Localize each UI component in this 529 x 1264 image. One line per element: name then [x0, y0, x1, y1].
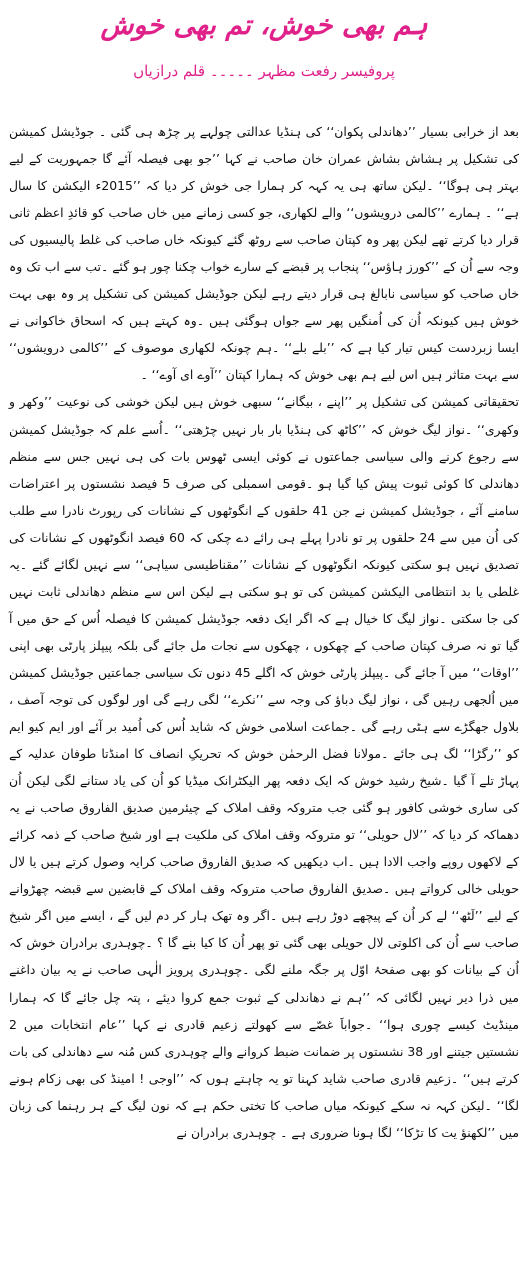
article-byline: پروفیسر رفعت مظہر ۔۔۔۔۔ قلم درازیاں — [133, 62, 395, 80]
article-headline: ہم بھی خوش، تم بھی خوش — [100, 10, 428, 41]
article-paragraph: تحقیقاتی کمیشن کی تشکیل پر ’’اپنے ، بیگانے‘‘ سبھی خوش ہیں لیکن خوشی کی نوعیت ’’وکھر و وکھری‘‘ ۔نواز لیگ خوش کہ ’’کاٹھ کی ہنڈیا بار بار نہیں چڑھتی‘‘ ۔اُسے علم کہ جوڈیشل کمیشن سے رجوع کرنے والی سیاسی جماعتوں نے کوئی ایسی ٹھوس بات کی ہی نہیں جس سے منظم دھاندلی کا کوئی ثبوت پیش کیا گیا ہو ۔قومی اسمبلی کی صرف 5 فیصد نشستوں پر اعتراضات سامنے آئے ، جوڈیشل کمیشن نے جن 41 حلقوں کے انگوٹھوں کے نشانات کی رپورٹ نادرا سے طلب کی اُن میں سے 24 حلقوں پر تو نادرا پہلے ہی رائے دے چکی کہ 60 فیصد انگوٹھوں کے نشانات کی تصدیق نہیں ہو سکتی کیونکہ انگوٹھوں کے نشانات ’’مقناطیسی سیاہی‘‘ سے نہیں لگائے گئے ۔یہ غلطی یا بد انتظامی الیکشن کمیشن کی تو ہو سکتی ہے لیکن اس سے منظم دھاندلی ثابت نہیں کی جا سکتی ۔نواز لیگ کا خیال ہے کہ اگر ایک دفعہ جوڈیشل کمیشن کا فیصلہ اُس کے حق میں آ گیا تو نہ صرف کپتان صاحب کے چھکوں ، چھکوں سے نجات مل جائے گی بلکہ پیپلز پارٹی بھی اپنی ’’اوقات‘‘ میں آ جائے گی ۔پیپلز پارٹی خوش کہ اگلے 45 دنوں تک سیاسی جماعتیں جوڈیشل کمیشن میں اُلجھی رہیں گی ، نواز لیگ دباؤ کی وجہ سے ’’نکرے‘‘ لگی رہے گی اور لوگوں کی توجہ آصف ، بلاول جھگڑے سے ہٹی رہے گی ۔جماعت اسلامی خوش کہ شاید اُس کی اُمید بر آئے اور ایم کیو ایم کو ’’رگڑا‘‘ لگ ہی جائے ۔مولانا فضل الرحمٰن خوش کہ تحریکِ انصاف کا امنڈتا طوفان عدلیہ کے پہاڑ تلے آ گیا ۔شیخ رشید خوش کہ ایک دفعہ پھر الیکٹرانک میڈیا کو اُن کی یاد ستانے لگی لیکن اُن کی ساری خوشی کافور ہو گئی جب متروکہ وقف املاک کے چیئرمین صدیق الفاروق صاحب نے یہ دھماکہ کر دیا کہ ’’لال حویلی‘‘ تو متروکہ وقف املاک کی ملکیت ہے اور شیخ صاحب کے ذمہ کرائے کے لاکھوں روپے واجب الادا ہیں ۔اب دیکھیں کہ صدیق الفاروق صاحب کرایہ وصول کرتے ہیں یا لال حویلی خالی کرواتے ہیں ۔صدیق الفاروق صاحب متروکہ وقف املاک کے قابضین سے قبضہ چھڑوانے کے لیے ’’لَٹھ‘‘ لے کر اُن کے پیچھے دوڑ رہے ہیں ۔اگر وہ تھک ہار کر دم لیں گے ، ایسے میں اگر شیخ صاحب سے اُن کی اکلوتی لال حویلی بھی گئی تو پھر اُن کا کیا بنے گا ؟ ۔چوہدری برادران خوش کہ اُن کے بیانات کو بھی صفحۂ اوّل پر جگہ ملنے لگی ۔چوہدری پرویز الٰہی صاحب نے یہ بیان داغنے میں ذرا دیر نہیں لگائی کہ ’’ہم نے دھاندلی کے ثبوت جمع کروا دیئے ، پتہ چل جائے گا کہ ہمارا مینڈیٹ کیسے چوری ہوا‘‘ ۔جواباََ غصّے سے کھولتے زعیم قادری نے کہا ’’عام انتخابات میں 2 نشستیں جیتنے اور 38 نشستوں پر ضمانت ضبط کروانے والے چوہدری کس مُنہ سے دھاندلی کی بات کرتے ہیں‘‘ ۔زعیم قادری صاحب شاید کہنا تو یہ چاہتے ہوں کہ ’’اوجی ! امینڈ کی بھی زکام ہونے لگا‘‘ ۔لیکن کہہ نہ سکے کیونکہ میاں صاحب کا تختی حکم ہے کہ نون لیگ کے ہر رہنما کی زبان میں ’’لکھنؤ یت کا تڑکا‘‘ لگا ہونا ضروری ہے ۔ چوہدری برادران نے — [9, 394, 519, 1140]
article-body — [9, 118, 519, 1146]
article-paragraph: بعد از خرابی بسیار ’’دھاندلی پکوان‘‘ کی ہنڈیا عدالتی چولہے پر چڑھ ہی گئی ۔ جوڈیشل کمیشن کی تشکیل پر ہشاش بشاش عمران خان صاحب نے کہا ’’جو بھی فیصلہ آئے گا جمہوریت کے لیے بہتر ہی ہوگا‘‘ ۔لیکن ساتھ ہی یہ کہہ کر ہمارا جی خوش کر دیا کہ ’’2015ء الیکشن کا سال ہے‘‘ ۔ ہمارے ’’کالمی درویشوں‘‘ والے لکھاری، جو کسی زمانے میں خاں صاحب کو قائدِ اعظم ثانی قرار دیا کرتے تھے لیکن پھر وہ کپتان صاحب سے روٹھ گئے کیونکہ خاں صاحب کی غلط پالیسیوں کی وجہ سے اُن کے ’’کورز ہاؤس‘‘ پنجاب پر قبضے کے سارے خواب چکنا چور ہو گئے ۔تب سے اب تک وہ خاں صاحب کو سیاسی نابالغ ہی قرار دیتے رہے لیکن جوڈیشل کمیشن کی تشکیل پر وہ بھی بہت خوش ہیں کیونکہ اُن کی اُمنگیں پھر سے جواں ہوگئی ہیں ۔وہ کہتے ہیں کہ اسحاق خاکوانی نے ایسا زبردست کیس تیار کیا ہے کہ ’’بلے بلے‘‘ ۔ہم چونکہ لکھاری موصوف کے ’’کالمی درویشوں‘‘ سے بہت متاثر ہیں اس لیے ہم بھی خوش کہ ہمارا کپتان ’’آوے ای آوے‘‘ ۔ — [9, 124, 519, 383]
article-page — [0, 6, 529, 1264]
